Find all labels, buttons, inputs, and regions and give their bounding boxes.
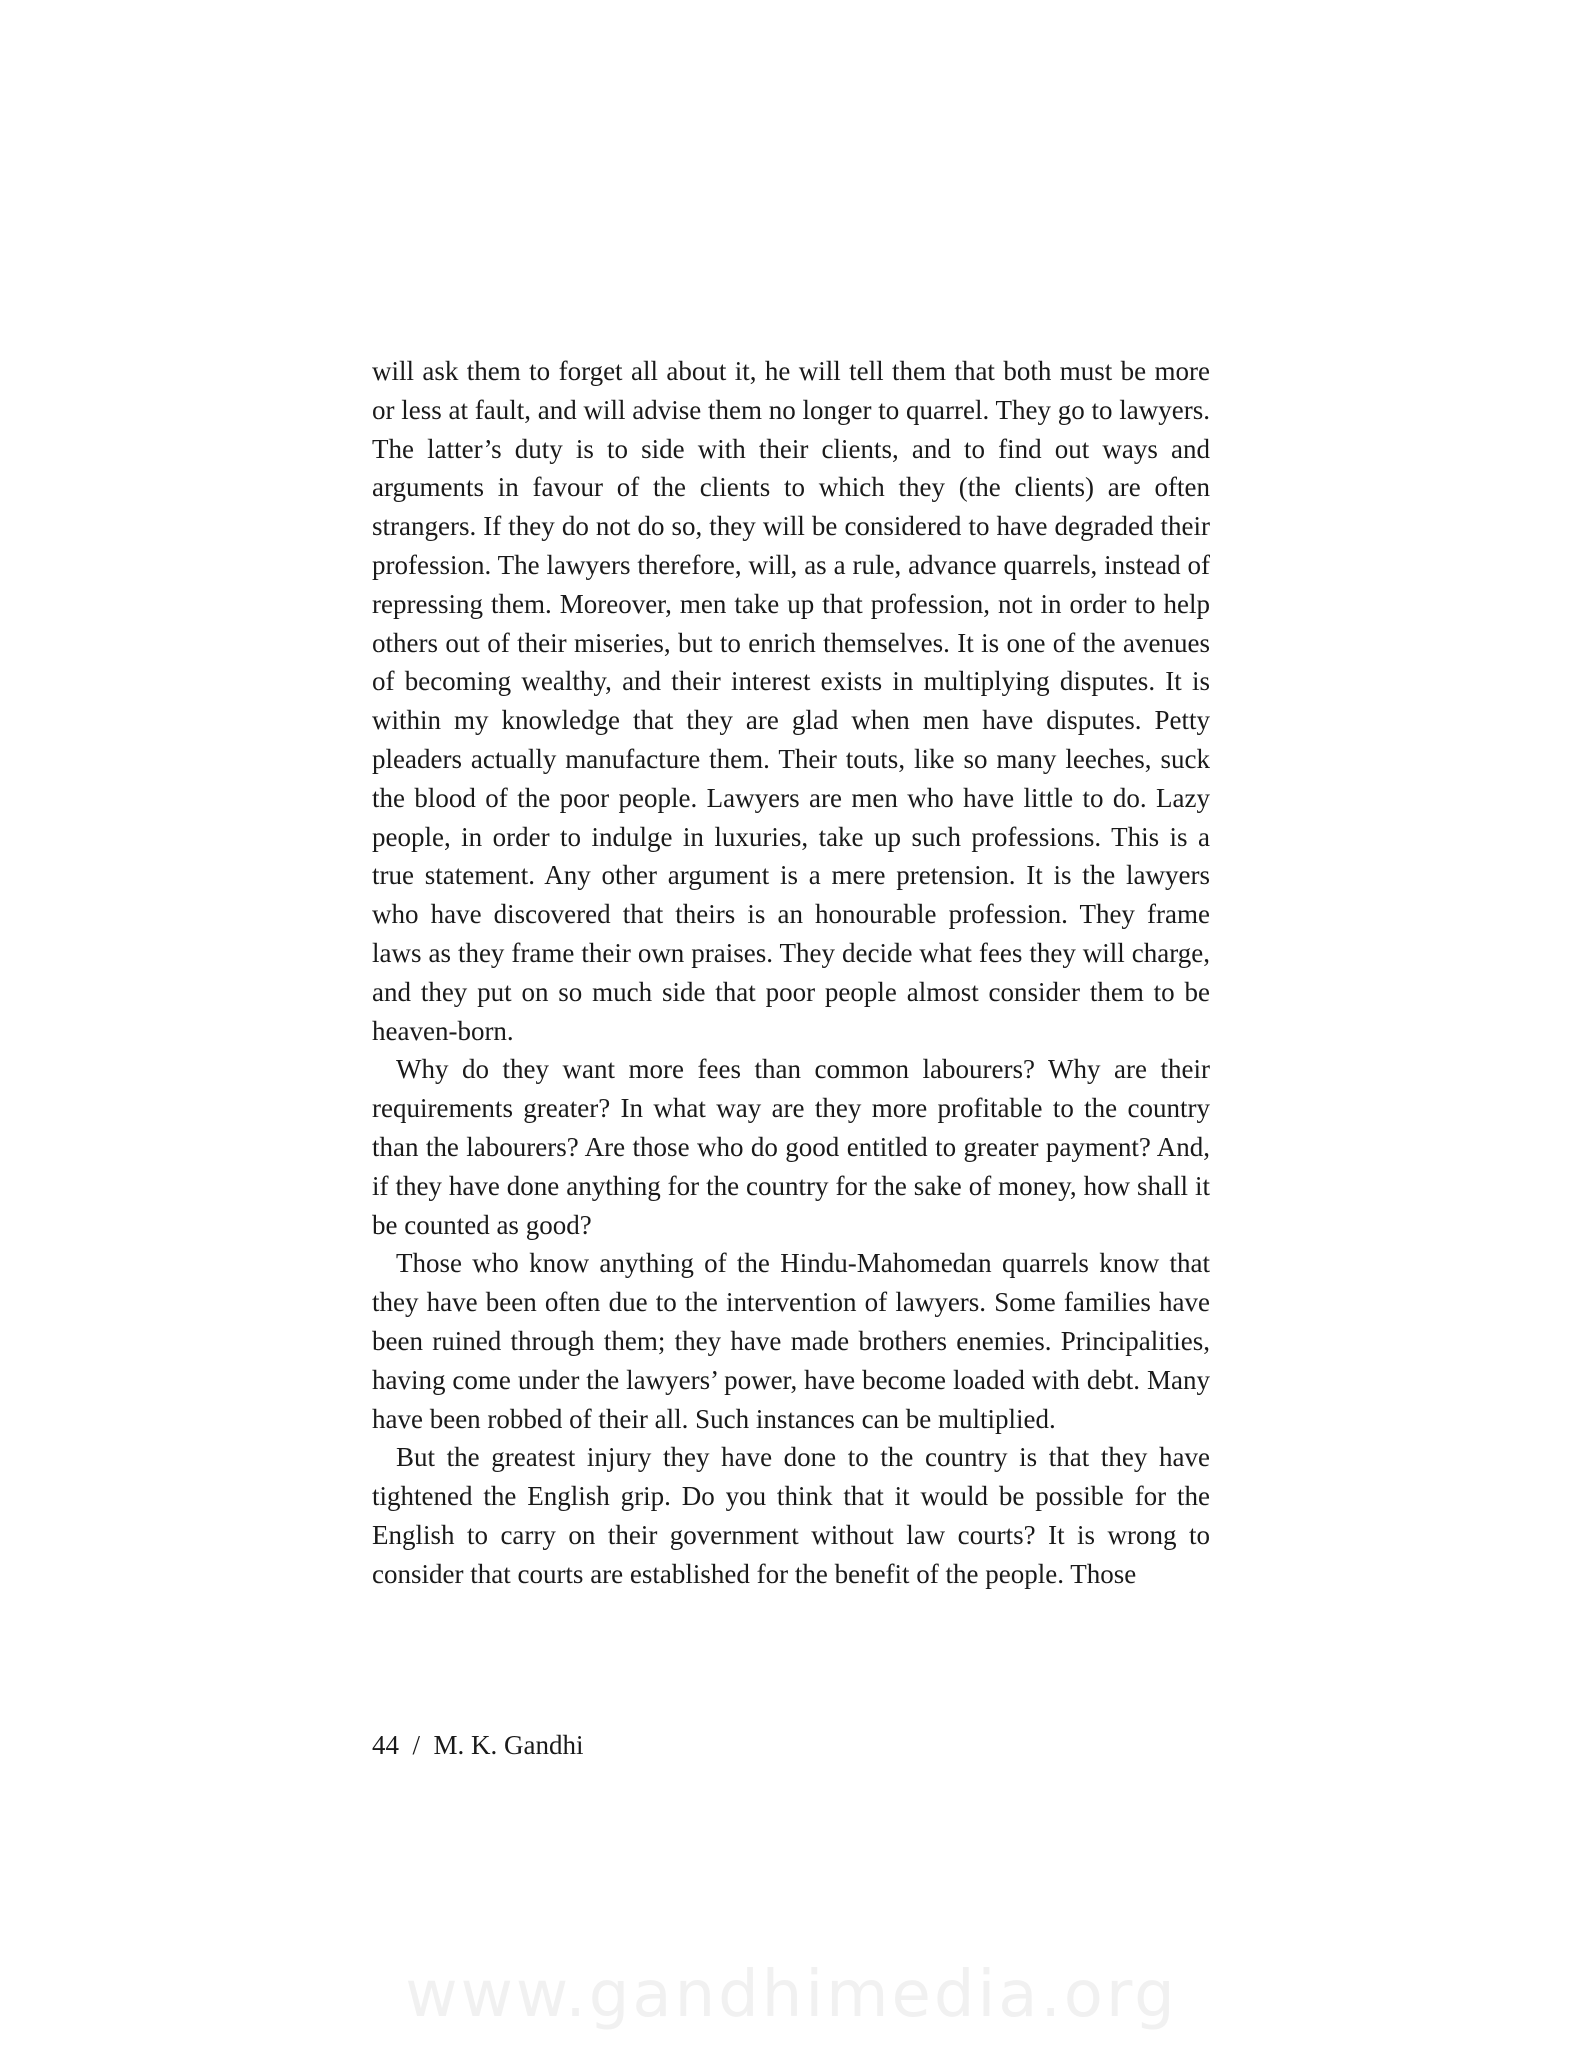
paragraph-4: But the greatest injury they have done to the country is that they have tightened the English grip. Do you think that it would be possible for the English to carry on their government without law courts? It is wrong to consider that courts are established for the benefit of the people. Those [372, 1442, 1210, 1589]
paragraph-3: Those who know anything of the Hindu-Mahomedan quarrels know that they have been often due to the intervention of lawyers. Some families have been ruined through them; they have made brothers enemies. Principalities, having come under the lawyers’ power, have become loaded with debt. Many have been robbed of their all. Such instances can be multiplied. [372, 1248, 1210, 1434]
page-body [372, 352, 1210, 1594]
paragraph-1: will ask them to forget all about it, he will tell them that both must be more or less at fault, and will advise them no longer to quarrel. They go to lawyers. The latter’s duty is to side with their clients, and to find out ways and arguments in favour of the clients to which they (the clients) are often strangers. If they do not do so, they will be considered to have degraded their profession. The lawyers therefore, will, as a rule, advance quarrels, instead of repressing them. Moreover, men take up that profession, not in order to help others out of their miseries, but to enrich themselves. It is one of the avenues of becoming wealthy, and their interest exists in multiplying disputes. It is within my knowledge that they are glad when men have disputes. Petty pleaders actually manufacture them. Their touts, like so many leeches, suck the blood of the poor people. Lawyers are men who have little to do. Lazy people, in order to indulge in luxuries, take up such professions. This is a true statement. Any other argument is a mere pretension. It is the lawyers who have discovered that theirs is an honourable profession. They frame laws as they frame their own praises. They decide what fees they will charge, and they put on so much side that poor people almost consider them to be heaven-born. [372, 356, 1210, 1046]
paragraph-2: Why do they want more fees than common labourers? Why are their requirements greater? In what way are they more profitable to the country than the labourers? Are those who do good entitled to greater payment? And, if they have done anything for the country for the sake of money, how shall it be counted as good? [372, 1054, 1210, 1240]
page-footer: 44 / M. K. Gandhi [372, 1730, 584, 1760]
watermark: www.gandhimedia.org [405, 1958, 1178, 2032]
